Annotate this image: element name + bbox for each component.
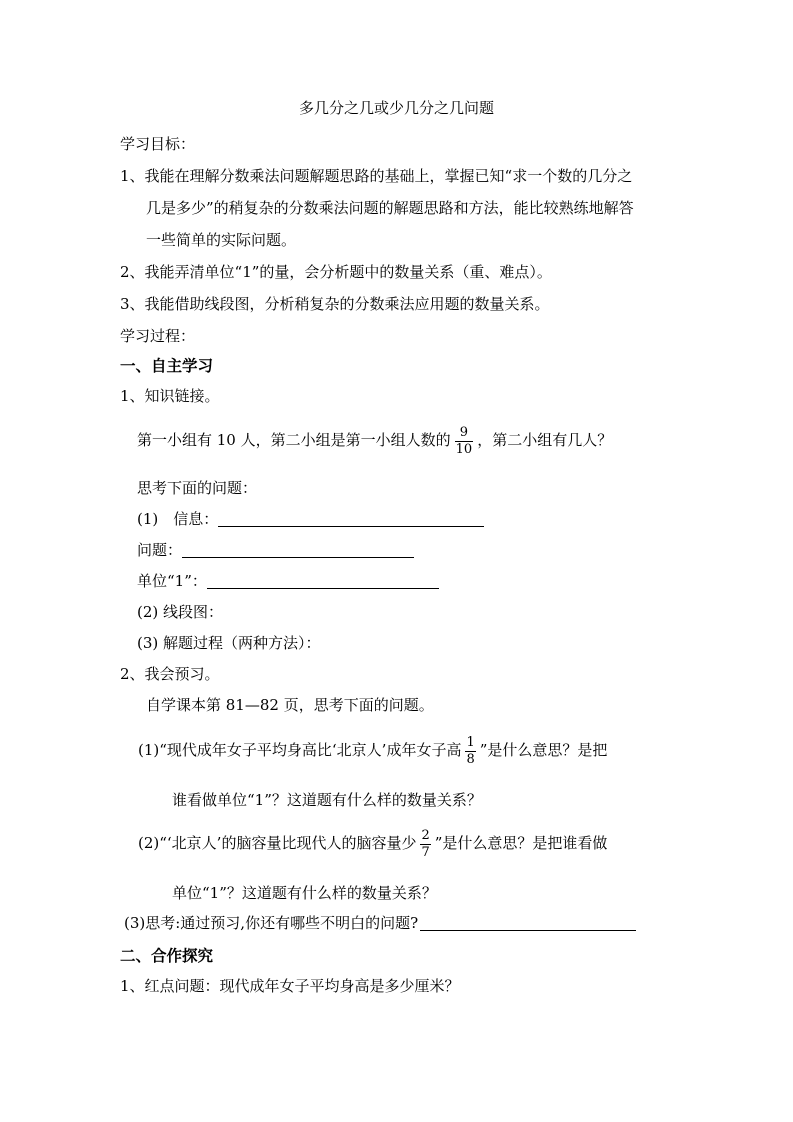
- preview-question-2: [138, 823, 607, 863]
- fraction-denominator: 8: [466, 751, 475, 767]
- preview-q2-text-after: ”是什么意思？是把谁看做: [434, 834, 608, 852]
- objective-1-line-3: 一些简单的实际问题。: [146, 231, 297, 249]
- unit-one-row: [137, 571, 439, 591]
- problem-text-after: ，第二小组有几人？: [477, 431, 613, 449]
- preview-q1-text-after: ”是什么意思？是把: [479, 741, 608, 759]
- preview-q2-line-2: 单位“1”？这道题有什么样的数量关系？: [172, 884, 437, 902]
- page-title: 多几分之几或少几分之几问题: [298, 99, 494, 117]
- fraction-numerator: 1: [466, 734, 475, 750]
- question-label: 问题：: [137, 541, 183, 559]
- fraction-two-sevenths: [420, 828, 430, 861]
- knowledge-link-problem: [137, 420, 612, 460]
- objective-1-line-1: 1、我能在理解分数乘法问题解题思路的基础上，掌握已知“求一个数的几分之: [120, 167, 633, 185]
- unit-one-answer-blank[interactable]: [207, 572, 439, 589]
- objective-2: 2、我能弄清单位“1”的量，会分析题中的数量关系（重、难点）。: [120, 263, 552, 281]
- question-answer-blank[interactable]: [182, 541, 414, 558]
- fraction-one-eighth: [465, 735, 475, 768]
- problem-text-before: 第一小组有 10 人，第二小组是第一小组人数的: [137, 431, 451, 449]
- fraction-nine-tenths: [455, 425, 474, 458]
- think-prompt: 思考下面的问题：: [137, 479, 258, 497]
- part-1-label: 1、知识链接。: [120, 387, 220, 405]
- fraction-numerator: 9: [459, 424, 469, 440]
- preview-question-1: [138, 730, 607, 770]
- objective-1-line-2: 几是多少”的稍复杂的分数乘法问题的解题思路和方法，能比较熟练地解答: [146, 199, 634, 217]
- preview-q2-text-before: (2)“‘北京人’的脑容量比现代人的脑容量少: [138, 834, 417, 852]
- preview-q1-line-2: 谁看做单位“1”？这道题有什么样的数量关系？: [172, 791, 482, 809]
- red-dot-question: 1、红点问题：现代成年女子平均身高是多少厘米？: [120, 977, 460, 995]
- fraction-denominator: 7: [421, 844, 430, 860]
- section-1-heading: 一、自主学习: [120, 357, 214, 375]
- info-answer-blank[interactable]: [218, 510, 484, 527]
- info-label: (1) 信息：: [137, 510, 219, 528]
- objective-3: 3、我能借助线段图，分析稍复杂的分数乘法应用题的数量关系。: [120, 295, 550, 313]
- unit-one-label: 单位“1”：: [137, 572, 207, 590]
- objectives-heading: 学习目标：: [120, 135, 196, 153]
- preview-q1-text-before: (1)“现代成年女子平均身高比‘北京人’成年女子高: [138, 741, 462, 759]
- fraction-denominator: 10: [455, 441, 473, 457]
- info-row: [137, 509, 484, 529]
- part-2-label: 2、我会预习。: [120, 665, 220, 683]
- process-heading: 学习过程：: [120, 327, 196, 345]
- solution-process-label: (3) 解题过程（两种方法）：: [137, 634, 321, 652]
- unclear-questions-blank[interactable]: [420, 914, 636, 931]
- preview-question-3: (3)思考:通过预习,你还有哪些不明白的问题?: [124, 914, 419, 932]
- line-diagram-label: (2) 线段图：: [137, 603, 224, 621]
- fraction-numerator: 2: [421, 827, 430, 843]
- question-row: [137, 540, 414, 560]
- section-2-heading: 二、合作探究: [120, 947, 214, 965]
- preview-intro: 自学课本第 81—82 页，思考下面的问题。: [146, 696, 434, 714]
- preview-question-3-row: [124, 913, 636, 933]
